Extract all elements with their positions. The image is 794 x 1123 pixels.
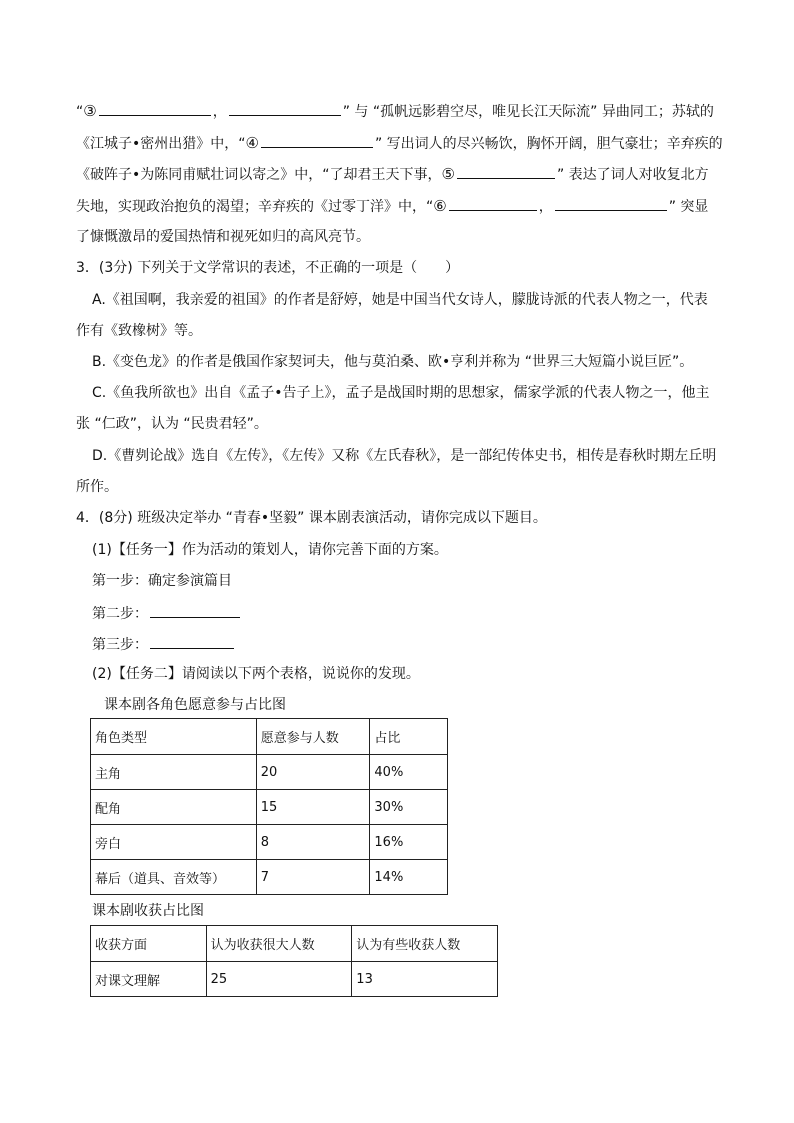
answer-blank-step-2[interactable] (150, 602, 240, 618)
q4-stem: 4．(8分) 班级决定举办 “青春•坚毅” 课本剧表演活动，请你完成以下题目。 (76, 510, 547, 526)
q4-step-3 (92, 633, 236, 655)
q2-line-3 (76, 163, 709, 185)
q3-option-a-line-2: 作有《致橡树》等。 (76, 323, 202, 339)
answer-blank-4[interactable] (261, 132, 373, 148)
q2-text: ” 写出词人的尽兴畅饮，胸怀开阔，胆气豪壮；辛弃疾的 (374, 136, 723, 152)
q4-task-2: (2)【任务二】请阅读以下两个表格，说说你的发现。 (92, 666, 420, 682)
table2-caption: 课本剧收获占比图 (92, 903, 204, 919)
q3-stem: 3．(3分) 下列关于文学常识的表述，不正确的一项是（ ） (76, 260, 460, 276)
table-header-cell: 愿意参与人数 (256, 719, 370, 755)
table-cell: 30% (370, 790, 448, 825)
q3-option-a-line-1: A.《祖国啊，我亲爱的祖国》的作者是舒婷，她是中国当代女诗人，朦胧诗派的代表人物之一，代表 (92, 292, 708, 308)
q2-text: 《江城子•密州出猎》中，“ (76, 136, 246, 152)
answer-blank-5[interactable] (457, 163, 555, 179)
table-row (91, 755, 448, 790)
table-row (91, 860, 448, 895)
table-row (91, 962, 498, 997)
q2-text: ， (538, 199, 553, 215)
q2-text: ” 与 “孤帆远影碧空尽，唯见长江天际流” 异曲同工；苏轼的 (342, 104, 714, 120)
table-header-row (91, 926, 498, 962)
table-cell: 20 (256, 755, 370, 790)
table-cell: 8 (256, 825, 370, 860)
table-cell: 配角 (91, 790, 257, 825)
q2-text: 《破阵子•为陈同甫赋壮词以寄之》中，“了却君王天下事， (76, 167, 442, 183)
answer-blank-3b[interactable] (229, 100, 341, 116)
table-header-row (91, 719, 448, 755)
q2-text: 失地，实现政治抱负的渴望；辛弃疾的《过零丁洋》中，“ (76, 199, 434, 215)
table-cell: 主角 (91, 755, 257, 790)
q3-option-d-line-2: 所作。 (76, 479, 118, 495)
answer-blank-3a[interactable] (99, 100, 211, 116)
q2-text: ” 表达了词人对收复北方 (556, 167, 709, 183)
table-header-cell: 占比 (370, 719, 448, 755)
answer-blank-step-3[interactable] (150, 633, 234, 649)
q2-line-1 (76, 100, 714, 122)
blank-number-6: ⑥ (433, 197, 447, 215)
table-header-cell: 认为有些收获人数 (352, 926, 498, 962)
step-label: 第二步： (92, 606, 148, 622)
table-cell: 16% (370, 825, 448, 860)
q2-text: ” 突显 (668, 199, 709, 215)
q3-option-d-line-1: D.《曹刿论战》选自《左传》，《左传》又称《左氏春秋》，是一部纪传体史书，相传是春秋时期左丘明 (92, 448, 717, 464)
table-header-cell: 角色类型 (91, 719, 257, 755)
role-participation-table (90, 718, 448, 895)
q2-line-2 (76, 132, 723, 154)
table1-caption: 课本剧各角色愿意参与占比图 (104, 697, 286, 713)
answer-blank-6b[interactable] (555, 195, 667, 211)
q2-text: ， (212, 104, 227, 120)
q2-text: “ (76, 104, 84, 120)
table-cell: 15 (256, 790, 370, 825)
table-cell: 14% (370, 860, 448, 895)
table-row (91, 825, 448, 860)
table-row (91, 790, 448, 825)
q3-option-c-line-1: C.《鱼我所欲也》出自《孟子•告子上》，孟子是战国时期的思想家，儒家学派的代表人物之一，他主 (92, 385, 710, 401)
answer-blank-6a[interactable] (449, 195, 537, 211)
table-header-cell: 收获方面 (91, 926, 207, 962)
table-cell: 幕后（道具、音效等） (91, 860, 257, 895)
blank-number-4: ④ (245, 134, 259, 152)
q3-option-b: B.《变色龙》的作者是俄国作家契诃夫，他与莫泊桑、欧•亨利并称为 “世界三大短篇小说巨匠”。 (92, 354, 694, 370)
q2-line-4 (76, 195, 708, 217)
q4-task-1: (1)【任务一】作为活动的策划人，请你完善下面的方案。 (92, 542, 448, 558)
q4-step-2 (92, 602, 242, 624)
step-label: 第三步： (92, 637, 148, 653)
table-cell: 40% (370, 755, 448, 790)
q2-line-5: 了慷慨激昂的爱国热情和视死如归的高风亮节。 (76, 229, 370, 245)
table-cell: 7 (256, 860, 370, 895)
q4-step-1: 第一步：确定参演篇目 (92, 573, 232, 589)
blank-number-5: ⑤ (441, 165, 455, 183)
harvest-table (90, 925, 498, 997)
table-header-cell: 认为收获很大人数 (206, 926, 352, 962)
table-cell: 旁白 (91, 825, 257, 860)
q3-option-c-line-2: 张 “仁政”，认为 “民贵君轻”。 (76, 416, 268, 432)
table-cell: 13 (352, 962, 498, 997)
table-cell: 25 (206, 962, 352, 997)
table-cell: 对课文理解 (91, 962, 207, 997)
blank-number-3: ③ (83, 102, 97, 120)
